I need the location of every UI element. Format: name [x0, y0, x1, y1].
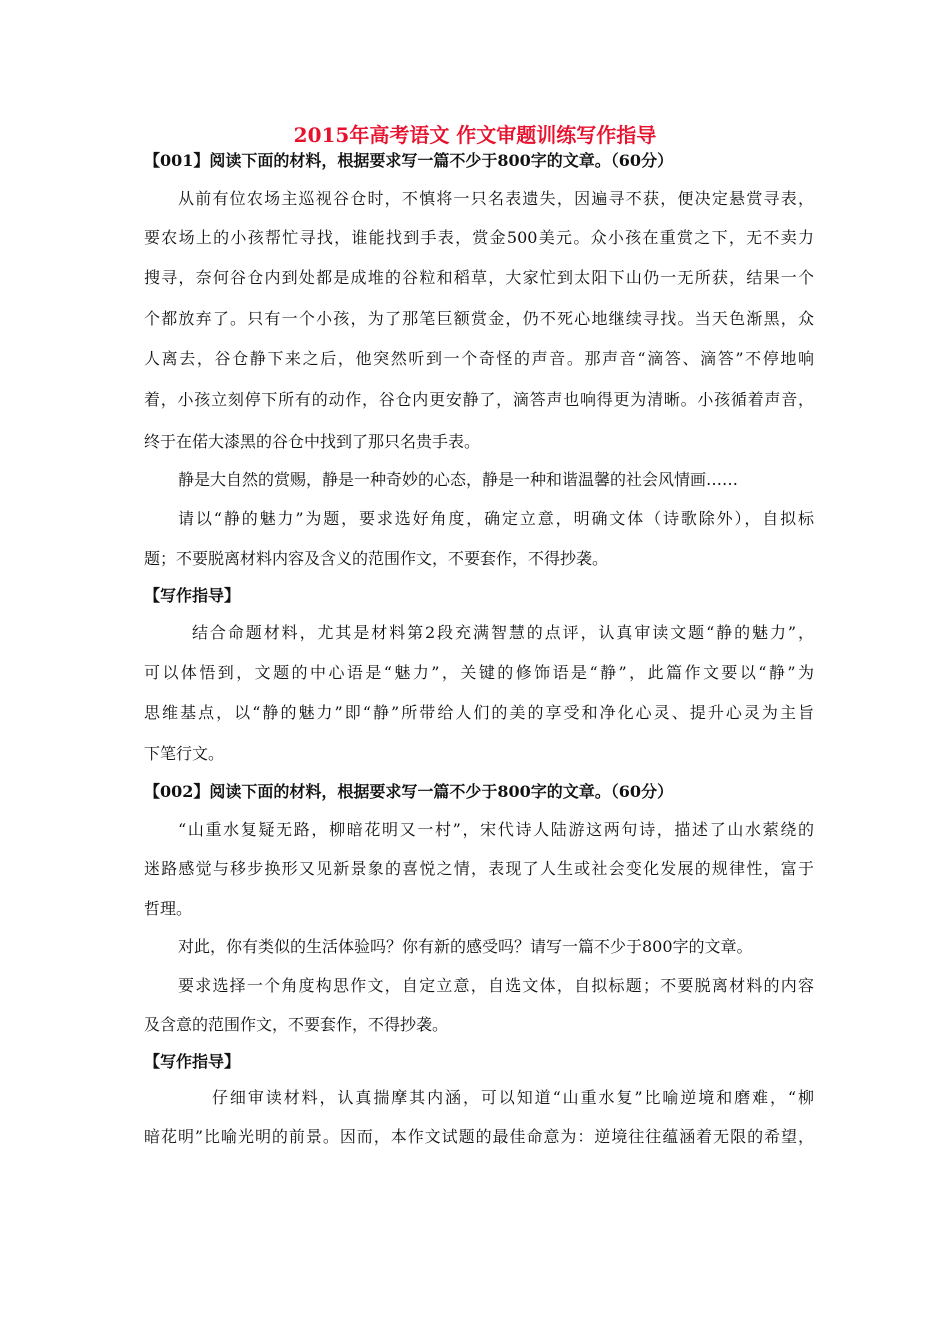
material-paragraph-line: 迷路感觉与移步换形又见新景象的喜悦之情，表现了人生或社会变化发展的规律性，富于 [144, 859, 814, 878]
prompt-line: 请以“静的魅力”为题，要求选好角度，确定立意，明确文体（诗歌除外），自拟标 [178, 509, 814, 528]
writing-guide-heading: 【写作指导】 [144, 586, 241, 605]
guide-paragraph-line: 下笔行文。 [144, 744, 225, 763]
guide-paragraph-line: 思维基点，以“静的魅力”即“静”所带给人们的美的享受和净化心灵、提升心灵为主旨 [144, 703, 814, 722]
prompt-line: 对此，你有类似的生活体验吗？你有新的感受吗？请写一篇不少于800字的文章。 [178, 937, 753, 956]
document-title: 2015年高考语文 作文审题训练写作指导 [293, 123, 657, 147]
prompt-line: 要求选择一个角度构思作文，自定立意，自选文体，自拟标题；不要脱离材料的内容 [178, 976, 814, 995]
prompt-line: 及含意的范围作文，不要套作，不得抄袭。 [144, 1015, 449, 1034]
material-paragraph-line: 终于在偌大漆黑的谷仓中找到了那只名贵手表。 [144, 432, 481, 451]
material-paragraph-line: 个都放弃了。只有一个小孩，为了那笔巨额赏金，仍不死心地继续寻找。当天色渐黑，众 [144, 309, 814, 328]
material-paragraph-line: 哲理。 [144, 899, 193, 918]
material-paragraph-line: 着，小孩立刻停下所有的动作，谷仓内更安静了，滴答声也响得更为清晰。小孩循着声音， [144, 390, 814, 409]
question-heading-001: 【001】阅读下面的材料，根据要求写一篇不少于800字的文章。（60分） [144, 151, 674, 170]
commentary-line: 静是大自然的赏赐，静是一种奇妙的心态，静是一种和谐温馨的社会风情画…… [178, 470, 739, 489]
guide-paragraph-line: 暗花明”比喻光明的前景。因而，本作文试题的最佳命意为：逆境往往蕴涵着无限的希望， [144, 1127, 814, 1146]
material-paragraph-line: 搜寻，奈何谷仓内到处都是成堆的谷粒和稻草，大家忙到太阳下山仍一无所获，结果一个 [144, 268, 814, 287]
prompt-line: 题；不要脱离材料内容及含义的范围作文，不要套作，不得抄袭。 [144, 549, 609, 568]
guide-paragraph-line: 结合命题材料，尤其是材料第2段充满智慧的点评，认真审读文题“静的魅力”， [192, 623, 814, 642]
writing-guide-heading: 【写作指导】 [144, 1052, 241, 1071]
guide-paragraph-line: 可以体悟到，文题的中心语是“魅力”，关键的修饰语是“静”，此篇作文要以“静”为 [144, 663, 814, 682]
guide-paragraph-line: 仔细审读材料，认真揣摩其内涵，可以知道“山重水复”比喻逆境和磨难，“柳 [212, 1088, 814, 1107]
material-paragraph-line: “山重水复疑无路，柳暗花明又一村”，宋代诗人陆游这两句诗，描述了山水萦绕的 [178, 820, 814, 839]
material-paragraph-line: 人离去，谷仓静下来之后，他突然听到一个奇怪的声音。那声音“滴答、滴答”不停地响 [144, 349, 814, 368]
material-paragraph-line: 要农场上的小孩帮忙寻找，谁能找到手表，赏金500美元。众小孩在重赏之下，无不卖力 [144, 228, 814, 247]
material-paragraph-line: 从前有位农场主巡视谷仓时，不慎将一只名表遗失，因遍寻不获，便决定悬赏寻表， [178, 189, 814, 208]
question-heading-002: 【002】阅读下面的材料，根据要求写一篇不少于800字的文章。（60分） [144, 782, 674, 801]
